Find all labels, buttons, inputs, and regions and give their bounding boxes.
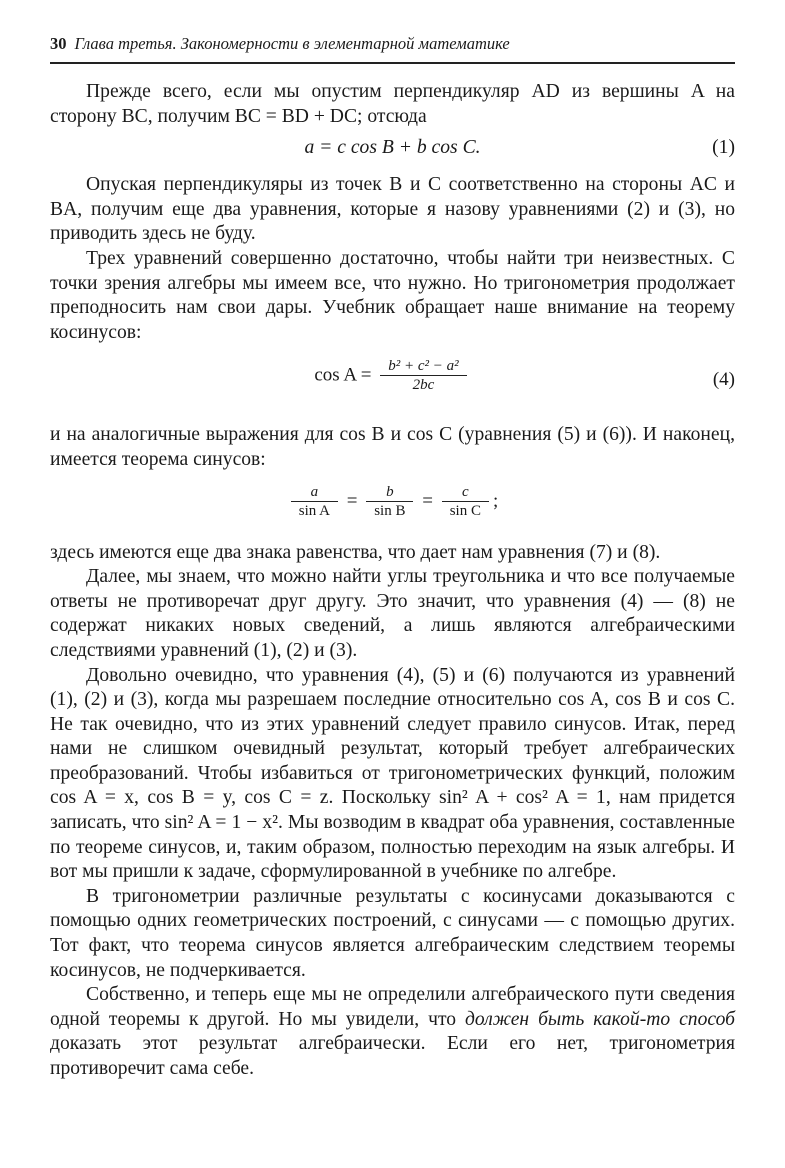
equation-1-expr: a = c cos B + b cos C. [304,137,481,159]
running-header [50,34,735,60]
paragraph-4: и на аналогичные выражения для cos B и cos C (уравнения (5) и (6)). И наконец, имеется теорема синусов: [50,424,735,470]
chapter-title: Глава третья. Закономерности в элементарной математике [74,34,510,53]
sine-denominator-b: sin B [374,502,406,519]
book-page [50,0,735,1168]
paragraph-6: Далее, мы знаем, что можно найти углы треугольника и что все получаемые ответы не противоречат друг другу. Это значит, что уравнения (4) — (8) не содержат никаких новых сведений, а лишь являются алгебраическими следствиями уравнений (1), (2) и (3). [50,566,735,661]
paragraph-5: здесь имеются еще два знака равенства, что дает нам уравнения (7) и (8). [50,541,661,563]
paragraph-9 [50,983,735,1081]
paragraph-2: Опуская перпендикуляры из точек B и C соответственно на стороны AC и BA, получим еще два уравнения, которые я назову уравнениями (2) и (3), но приводить здесь не буду. [50,174,735,245]
equation-4-numerator: b² + c² − a² [380,357,466,376]
equation-4-denominator: 2bc [412,377,435,394]
sine-fraction-c [442,483,489,521]
sine-numerator-a: a [291,483,338,502]
equals-sign-1: = [346,489,358,511]
header-rule [50,62,735,64]
equals-sign-2: = [422,489,433,511]
sine-theorem [50,473,735,541]
sine-fraction-b [366,483,413,521]
paragraph-1: Прежде всего, если мы опустим перпендикуляр AD из вершины A на сторону BC, получим BC = BD + DC; отсюда [50,81,735,127]
page-number: 30 [50,34,67,53]
paragraph-7: Довольно очевидно, что уравнения (4), (5) и (6) получаются из уравнений (1), (2) и (3), когда мы разрешаем последние относительно cos A, cos B и cos C. Не так очевидно, что из этих уравнений следует правило синусов. Итак, перед нами не слишком очевидный результат, который требует алгебраических преобразований. Чтобы избавиться от тригонометрических функций, положим cos A = x, cos B = y, cos C = z. Поскольку sin² A + cos² A = 1, нам придется записать, что sin² A = 1 − x². Мы возводим в квадрат оба уравнения, составленные по теореме синусов, и, таким образом, полностью переходим на язык алгебры. И вот мы пришли к задаче, сформулированной в учебнике по алгебре. [50,664,735,883]
equation-4-fraction [380,357,466,395]
equation-4-lhs: cos A = [314,364,372,386]
sine-fraction-a [291,483,338,521]
sine-denominator-c: sin C [449,502,481,519]
equation-1-number: (1) [712,137,735,159]
page-body [50,80,735,1082]
paragraph-9-start: Собственно, и теперь еще мы не определили алгебраического пути сведения одной теоремы к другой. Но мы увидели, что [50,984,735,1030]
sine-denominator-a: sin A [298,502,330,519]
paragraph-3: Трех уравнений совершенно достаточно, чтобы найти три неизвестных. С точки зрения алгебры мы имеем все, что нужно. Но тригонометрия продолжает преподносить нам свои дары. Учебник обращает наше внимание на теорему косинусов: [50,247,735,343]
equation-4-number: (4) [712,369,735,391]
sine-numerator-b: b [366,483,413,502]
semicolon: ; [492,489,499,511]
paragraph-8: В тригонометрии различные результаты с косинусами доказываются с помощью одних геометрических построений, с синусами — с помощью других. Тот факт, что теорема синусов является алгебраическим следствием теоремы косинусов, не подчеркивается. [50,885,735,981]
paragraph-9-end: доказать этот результат алгебраически. Если его нет, тригонометрия противоречит сама себе. [50,1033,735,1079]
sine-numerator-c: c [442,483,489,502]
paragraph-9-emphasis: должен быть какой-то способ [464,1008,735,1030]
equation-1 [50,129,735,173]
equation-4 [50,345,735,423]
